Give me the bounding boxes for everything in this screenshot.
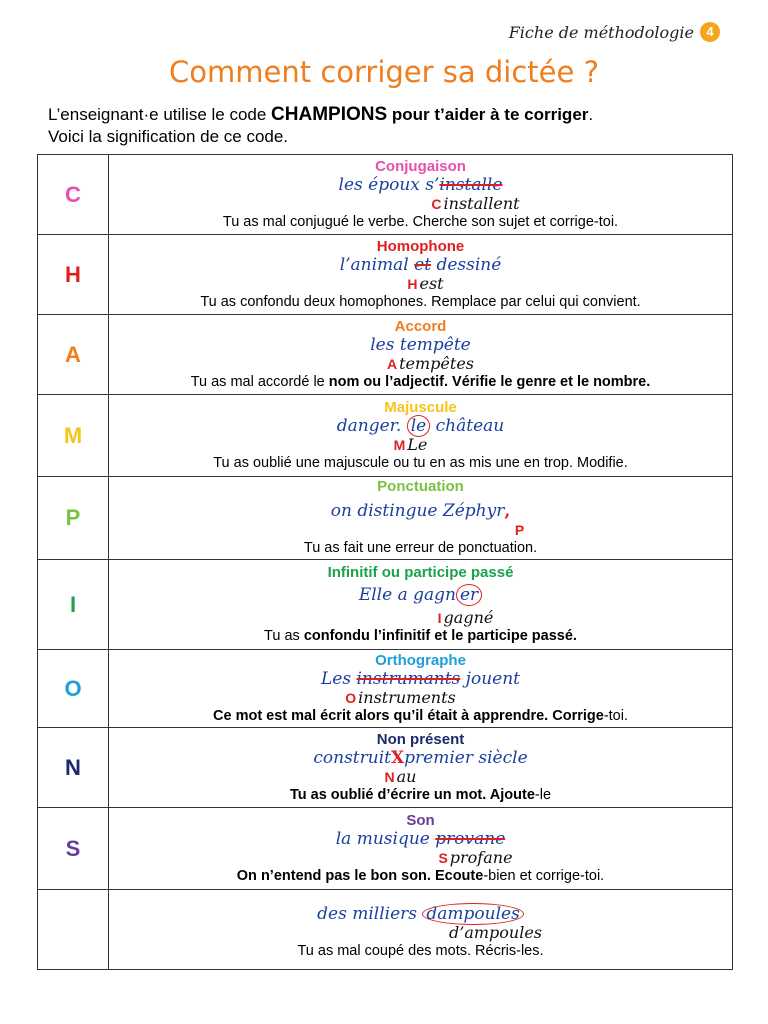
code-word: CHAMPIONS [271, 104, 388, 125]
correction: M Le [393, 434, 428, 454]
code-letter: M [38, 395, 109, 477]
code-letter: P [38, 477, 109, 560]
handwritten-example: l’animal et dessiné [339, 254, 502, 275]
category-label: Accord [394, 317, 447, 335]
correction: P [514, 522, 525, 538]
code-letter: O [38, 650, 109, 728]
handwritten-example: des milliers dampoules [109, 904, 732, 924]
code-letter: H [38, 235, 109, 315]
code-letter: A [38, 315, 109, 395]
correction: N au [384, 766, 417, 786]
handwritten-example: Elle a gagn er [109, 585, 732, 605]
explanation: Tu as oublié d’écrire un mot. Ajoute-le [289, 786, 552, 803]
page-title: Comment corriger sa dictée ? [169, 55, 599, 89]
explanation: On n’entend pas le bon son. Ecoute-bien et corrige-toi. [236, 867, 605, 884]
category-label: Non présent [376, 730, 465, 748]
code-letter: I [38, 560, 109, 650]
category-label: Infinitif ou participe passé [327, 563, 514, 581]
code-letter: C [38, 155, 109, 235]
explanation: Tu as mal conjugué le verbe. Cherche son sujet et corrige-toi. [222, 213, 619, 230]
table-row [38, 808, 733, 890]
explanation: Tu as mal accordé le nom ou l’adjectif. Vérifie le genre et le nombre. [190, 373, 651, 390]
row-content [109, 235, 733, 315]
table-row [38, 650, 733, 728]
table-row [38, 890, 733, 970]
row-content [109, 315, 733, 395]
category-label: Son [406, 811, 435, 829]
fiche-number-badge: 4 [700, 22, 720, 42]
category-label: Conjugaison [375, 157, 466, 175]
row-content [109, 890, 733, 970]
row-content [109, 728, 733, 808]
explanation: Tu as mal coupé des mots. Récris-les. [297, 942, 544, 959]
table-row [38, 728, 733, 808]
handwritten-example: on distingue Zéphyr, [330, 501, 511, 521]
row-content [109, 650, 733, 728]
table-row [38, 155, 733, 235]
table-row [38, 235, 733, 315]
fiche-label: Fiche de méthodologie [508, 22, 694, 42]
intro-line-2: Voici la signification de ce code. [48, 127, 289, 146]
explanation: Tu as confondu deux homophones. Remplace par celui qui convient. [200, 293, 641, 310]
handwritten-example: construitXpremier siècle [313, 747, 528, 768]
correction: C installent [431, 193, 520, 213]
handwritten-example: la musique provane [335, 828, 506, 849]
handwritten-example: danger. le château [336, 415, 505, 436]
table-row [38, 315, 733, 395]
explanation: Tu as oublié une majuscule ou tu en as mis une en trop. Modifie. [213, 454, 628, 471]
intro-text [48, 104, 728, 148]
explanation: Tu as confondu l’infinitif et le participe passé. [264, 627, 577, 644]
table-row [38, 477, 733, 560]
table-row [38, 395, 733, 477]
category-label: Homophone [376, 237, 465, 255]
handwritten-example: Les instrumants jouent [321, 668, 520, 689]
correction: H est [407, 273, 444, 293]
category-label: Majuscule [384, 398, 457, 416]
fiche-header [509, 22, 720, 42]
correction: S profane [438, 847, 513, 867]
table-row [38, 560, 733, 650]
correction: O instruments [345, 687, 456, 707]
handwritten-example: les tempête [370, 334, 471, 355]
row-content [109, 560, 733, 650]
intro-line-1: L’enseignant·e utilise le code CHAMPIONS pour t’aider à te corriger. [48, 104, 594, 125]
category-label: Orthographe [375, 651, 466, 669]
champions-table [37, 154, 733, 970]
code-letter: N [38, 728, 109, 808]
row-content [109, 808, 733, 890]
row-content [109, 395, 733, 477]
correction: I gagné [437, 607, 494, 627]
correction: A tempêtes [386, 353, 474, 373]
row-content [109, 155, 733, 235]
code-letter [38, 890, 109, 970]
row-content [109, 477, 733, 560]
code-letter: S [38, 808, 109, 890]
explanation: Tu as fait une erreur de ponctuation. [303, 540, 538, 556]
correction: d’ampoules [448, 922, 542, 942]
explanation: Ce mot est mal écrit alors qu’il était à apprendre. Corrige-toi. [213, 707, 628, 724]
category-label: Ponctuation [377, 478, 464, 495]
handwritten-example: les époux s’installe [338, 174, 503, 195]
